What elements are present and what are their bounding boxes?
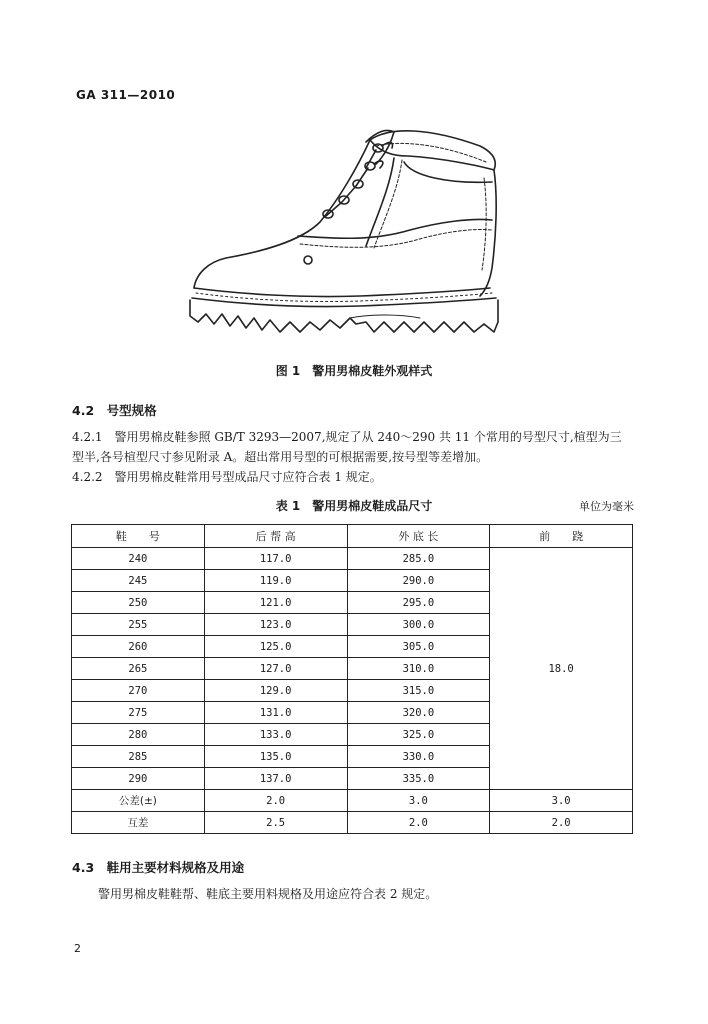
cell-heel-height: 117.0 <box>204 548 347 570</box>
cell-size: 290 <box>72 768 205 790</box>
paragraph-4-2-1: 4.2.1 警用男棉皮鞋参照 GB/T 3293—2007,规定了从 240～290 共 11 个常用的号型尺寸,楦型为三型半,各号楦型尺寸参见附录 A。超出常用号型的可根据需要,按号型等差增加。 <box>72 430 622 464</box>
mutual-difference-outsole-length: 2.0 <box>347 812 490 834</box>
page-number: 2 <box>74 942 81 955</box>
cell-size: 265 <box>72 658 205 680</box>
cell-size: 275 <box>72 702 205 724</box>
table-unit-label: 单位为毫米 <box>579 500 634 513</box>
cell-heel-height: 137.0 <box>204 768 347 790</box>
mutual-difference-label: 互差 <box>72 812 205 834</box>
table-row <box>72 548 633 570</box>
mutual-difference-row <box>72 812 633 834</box>
cell-outsole-length: 320.0 <box>347 702 490 724</box>
cell-heel-height: 123.0 <box>204 614 347 636</box>
boot-illustration-icon <box>180 118 510 348</box>
header-outsole-length: 外 底 长 <box>347 525 490 548</box>
tolerance-label: 公差(±) <box>72 790 205 812</box>
cell-heel-height: 129.0 <box>204 680 347 702</box>
table-header-row <box>72 525 633 548</box>
cell-outsole-length: 330.0 <box>347 746 490 768</box>
cell-heel-height: 133.0 <box>204 724 347 746</box>
section-4-3-heading: 4.3 鞋用主要材料规格及用途 <box>72 860 245 875</box>
cell-heel-height: 135.0 <box>204 746 347 768</box>
tolerance-front-toe-spring: 3.0 <box>490 790 633 812</box>
table-caption: 表 1 警用男棉皮鞋成品尺寸 <box>275 499 433 513</box>
cell-size: 285 <box>72 746 205 768</box>
cell-outsole-length: 315.0 <box>347 680 490 702</box>
cell-size: 250 <box>72 592 205 614</box>
cell-front-toe-spring: 18.0 <box>490 548 633 790</box>
tolerance-heel-height: 2.0 <box>204 790 347 812</box>
cell-outsole-length: 300.0 <box>347 614 490 636</box>
cell-outsole-length: 295.0 <box>347 592 490 614</box>
cell-outsole-length: 335.0 <box>347 768 490 790</box>
cell-outsole-length: 290.0 <box>347 570 490 592</box>
header-shoe-size: 鞋 号 <box>72 525 205 548</box>
cell-heel-height: 119.0 <box>204 570 347 592</box>
cell-outsole-length: 285.0 <box>347 548 490 570</box>
cell-heel-height: 125.0 <box>204 636 347 658</box>
header-front-toe-spring: 前 跷 <box>490 525 633 548</box>
cell-heel-height: 121.0 <box>204 592 347 614</box>
cell-heel-height: 127.0 <box>204 658 347 680</box>
cell-size: 245 <box>72 570 205 592</box>
standard-code-header: GA 311—2010 <box>76 88 176 102</box>
paragraph-4-2-2: 4.2.2 警用男棉皮鞋常用号型成品尺寸应符合表 1 规定。 <box>72 470 382 484</box>
cell-heel-height: 131.0 <box>204 702 347 724</box>
tolerance-row <box>72 790 633 812</box>
cell-outsole-length: 310.0 <box>347 658 490 680</box>
mutual-difference-heel-height: 2.5 <box>204 812 347 834</box>
header-heel-height: 后 帮 高 <box>204 525 347 548</box>
cell-size: 270 <box>72 680 205 702</box>
cell-outsole-length: 325.0 <box>347 724 490 746</box>
paragraph-4-3: 警用男棉皮鞋鞋帮、鞋底主要用料规格及用途应符合表 2 规定。 <box>98 887 438 901</box>
cell-size: 240 <box>72 548 205 570</box>
section-4-2-heading: 4.2 号型规格 <box>72 403 157 418</box>
tolerance-outsole-length: 3.0 <box>347 790 490 812</box>
size-spec-table <box>71 524 633 834</box>
cell-size: 255 <box>72 614 205 636</box>
cell-size: 260 <box>72 636 205 658</box>
cell-outsole-length: 305.0 <box>347 636 490 658</box>
figure-caption: 图 1 警用男棉皮鞋外观样式 <box>275 364 433 378</box>
cell-size: 280 <box>72 724 205 746</box>
mutual-difference-front-toe-spring: 2.0 <box>490 812 633 834</box>
